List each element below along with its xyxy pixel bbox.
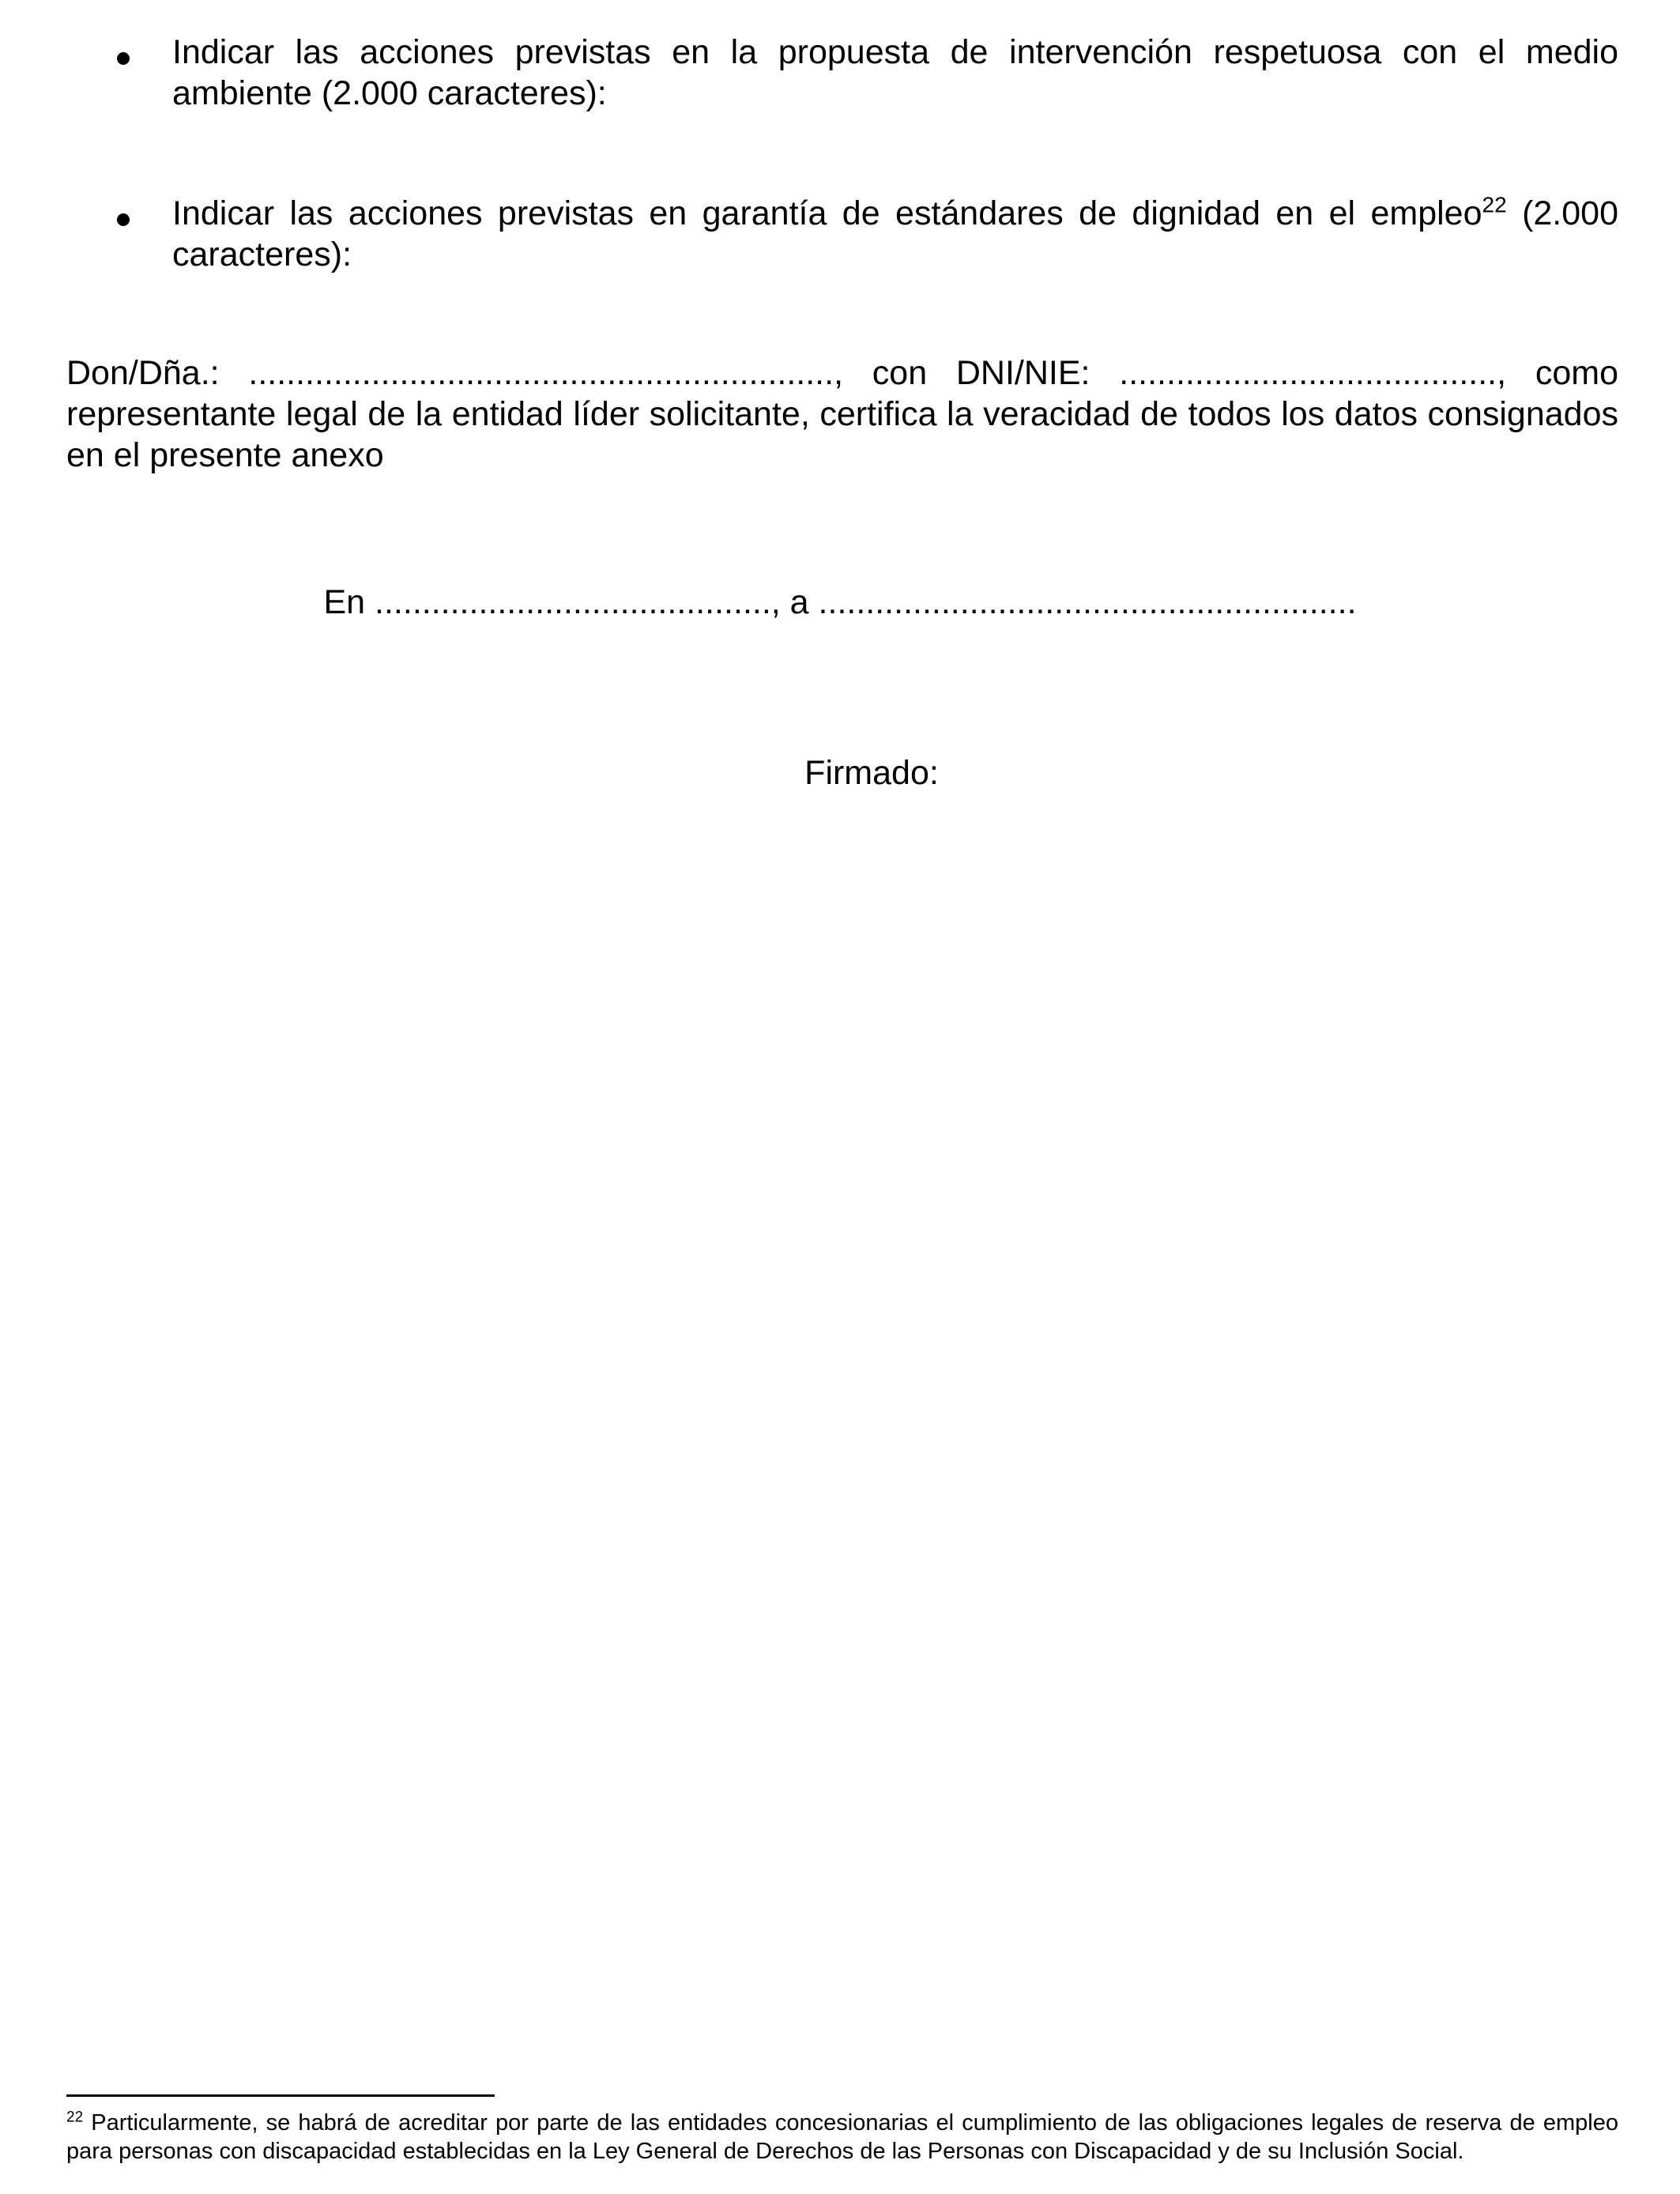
bullet-text-employment-tail: (2.000 caracteres): xyxy=(172,194,1618,273)
bullet-dot-icon xyxy=(117,213,130,226)
certification-statement: Don/Dña.: .............................................................., con DNI/NIE: ........................................, como representante legal de la entidad líder solicitante, certifica la veracidad de todos los datos consignados en el presente anexo xyxy=(66,354,1618,474)
bullet-text-environment: Indicar las acciones previstas en la propuesta de intervención respetuosa con el medio ambiente (2.000 caracteres): xyxy=(172,33,1618,112)
footnote-text: Particularmente, se habrá de acreditar por parte de las entidades concesionarias el cumplimiento de las obligaciones legales de reserva de empleo para personas con discapacidad establecidas en la Ley General de Derechos de las Personas con Discapacidad y de su Inclusión Social. xyxy=(66,2110,1618,2164)
footnote-reference: 22 xyxy=(1482,192,1507,217)
bullet-dot-icon xyxy=(117,52,130,65)
place-date-line: En .........................................., a ......................................................... xyxy=(323,583,1357,621)
footnote-separator xyxy=(66,2094,495,2097)
bullet-text-employment-main: Indicar las acciones previstas en garantía de estándares de dignidad en el empleo xyxy=(172,194,1482,232)
footnote xyxy=(66,2109,1618,2166)
bullet-text-employment xyxy=(172,193,1618,275)
signature-label: Firmado: xyxy=(804,754,939,792)
bullet-item-environment xyxy=(117,32,1618,114)
footnote-number: 22 xyxy=(66,2109,84,2126)
bullet-item-employment xyxy=(117,193,1618,275)
